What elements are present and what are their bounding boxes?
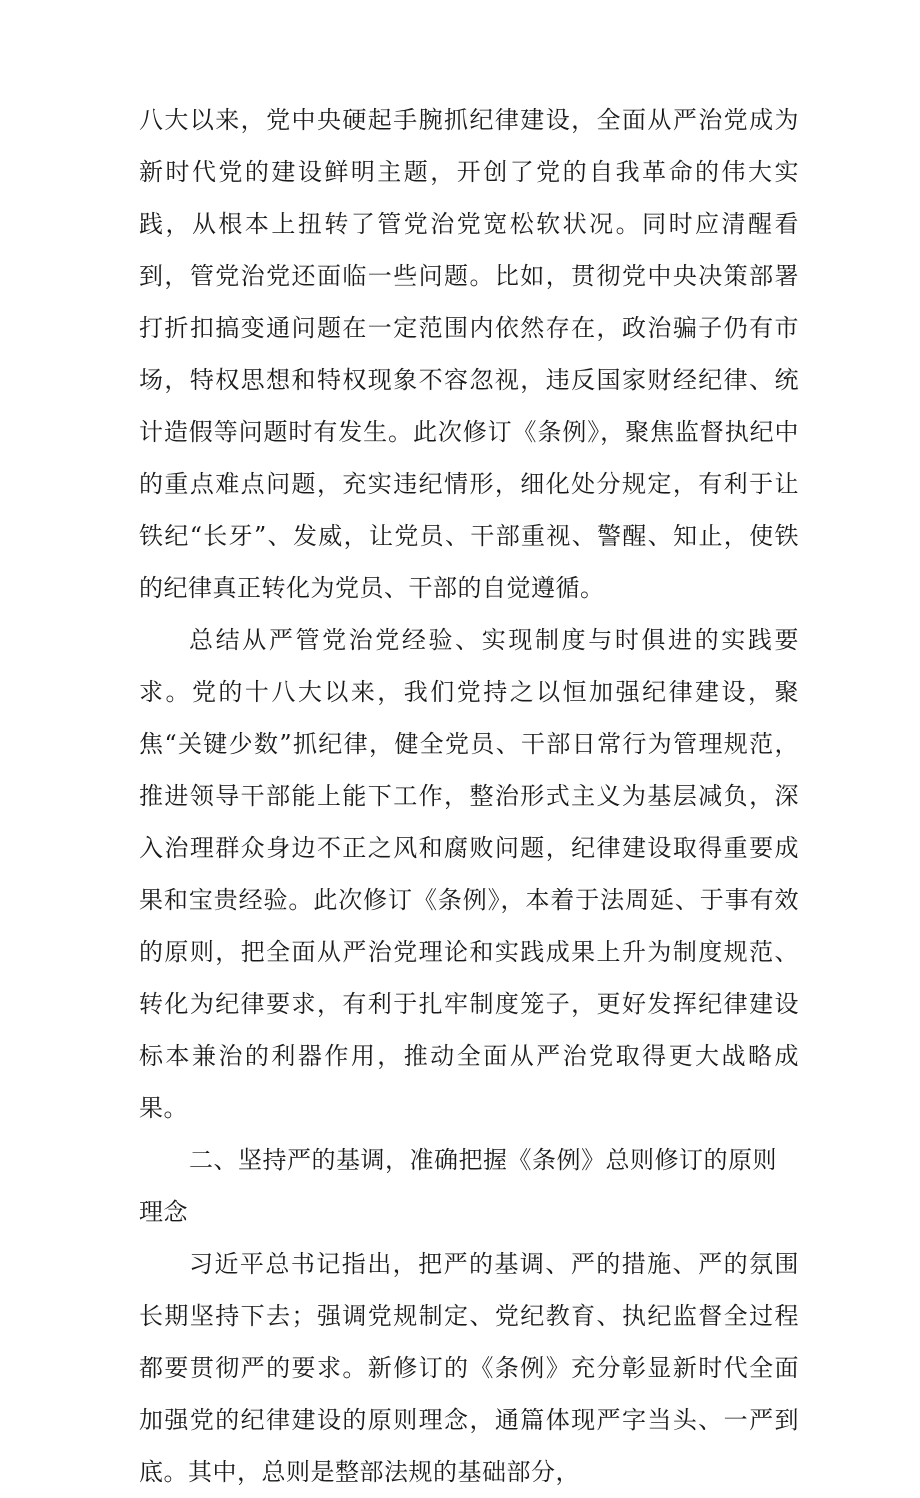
- paragraph-continued: 八大以来，党中央硬起手腕抓纪律建设，全面从严治党成为新时代党的建设鲜明主题，开创了党的自我革命的伟大实践，从根本上扭转了管党治党宽松软状况。同时应清醒看到，管党治党还面临一些问题。比如，贯彻党中央决策部署打折扣搞变通问题在一定范围内依然存在，政治骗子仍有市场，特权思想和特权现象不容忽视，违反国家财经纪律、统计造假等问题时有发生。此次修订《条例》，聚焦监督执纪中的重点难点问题，充实违纪情形，细化处分规定，有利于让铁纪“长牙”、发威，让党员、干部重视、警醒、知止，使铁的纪律真正转化为党员、干部的自觉遵循。: [139, 106, 799, 602]
- section-heading: 二、坚持严的基调，准确把握《条例》总则修订的原则理念: [139, 1146, 777, 1226]
- paragraph-practice-requirement: 总结从严管党治党经验、实现制度与时俱进的实践要求。党的十八大以来，我们党持之以恒加强纪律建设，聚焦“关键少数”抓纪律，健全党员、干部日常行为管理规范，推进领导干部能上能下工作，整治形式主义为基层减负，深入治理群众身边不正之风和腐败问题，纪律建设取得重要成果和宝贵经验。此次修订《条例》，本着于法周延、于事有效的原则，把全面从严治党理论和实践成果上升为制度规范、转化为纪律要求，有利于扎牢制度笼子，更好发挥纪律建设标本兼治的利器作用，推动全面从严治党取得更大战略成果。: [139, 626, 799, 1122]
- paragraph-principles: 习近平总书记指出，把严的基调、严的措施、严的氛围长期坚持下去；强调党规制定、党纪教育、执纪监督全过程都要贯彻严的要求。新修订的《条例》充分彰显新时代全面加强党的纪律建设的原则理念，通篇体现严字当头、一严到底。其中，总则是整部法规的基础部分，: [139, 1250, 799, 1486]
- document-body: [139, 94, 799, 1498]
